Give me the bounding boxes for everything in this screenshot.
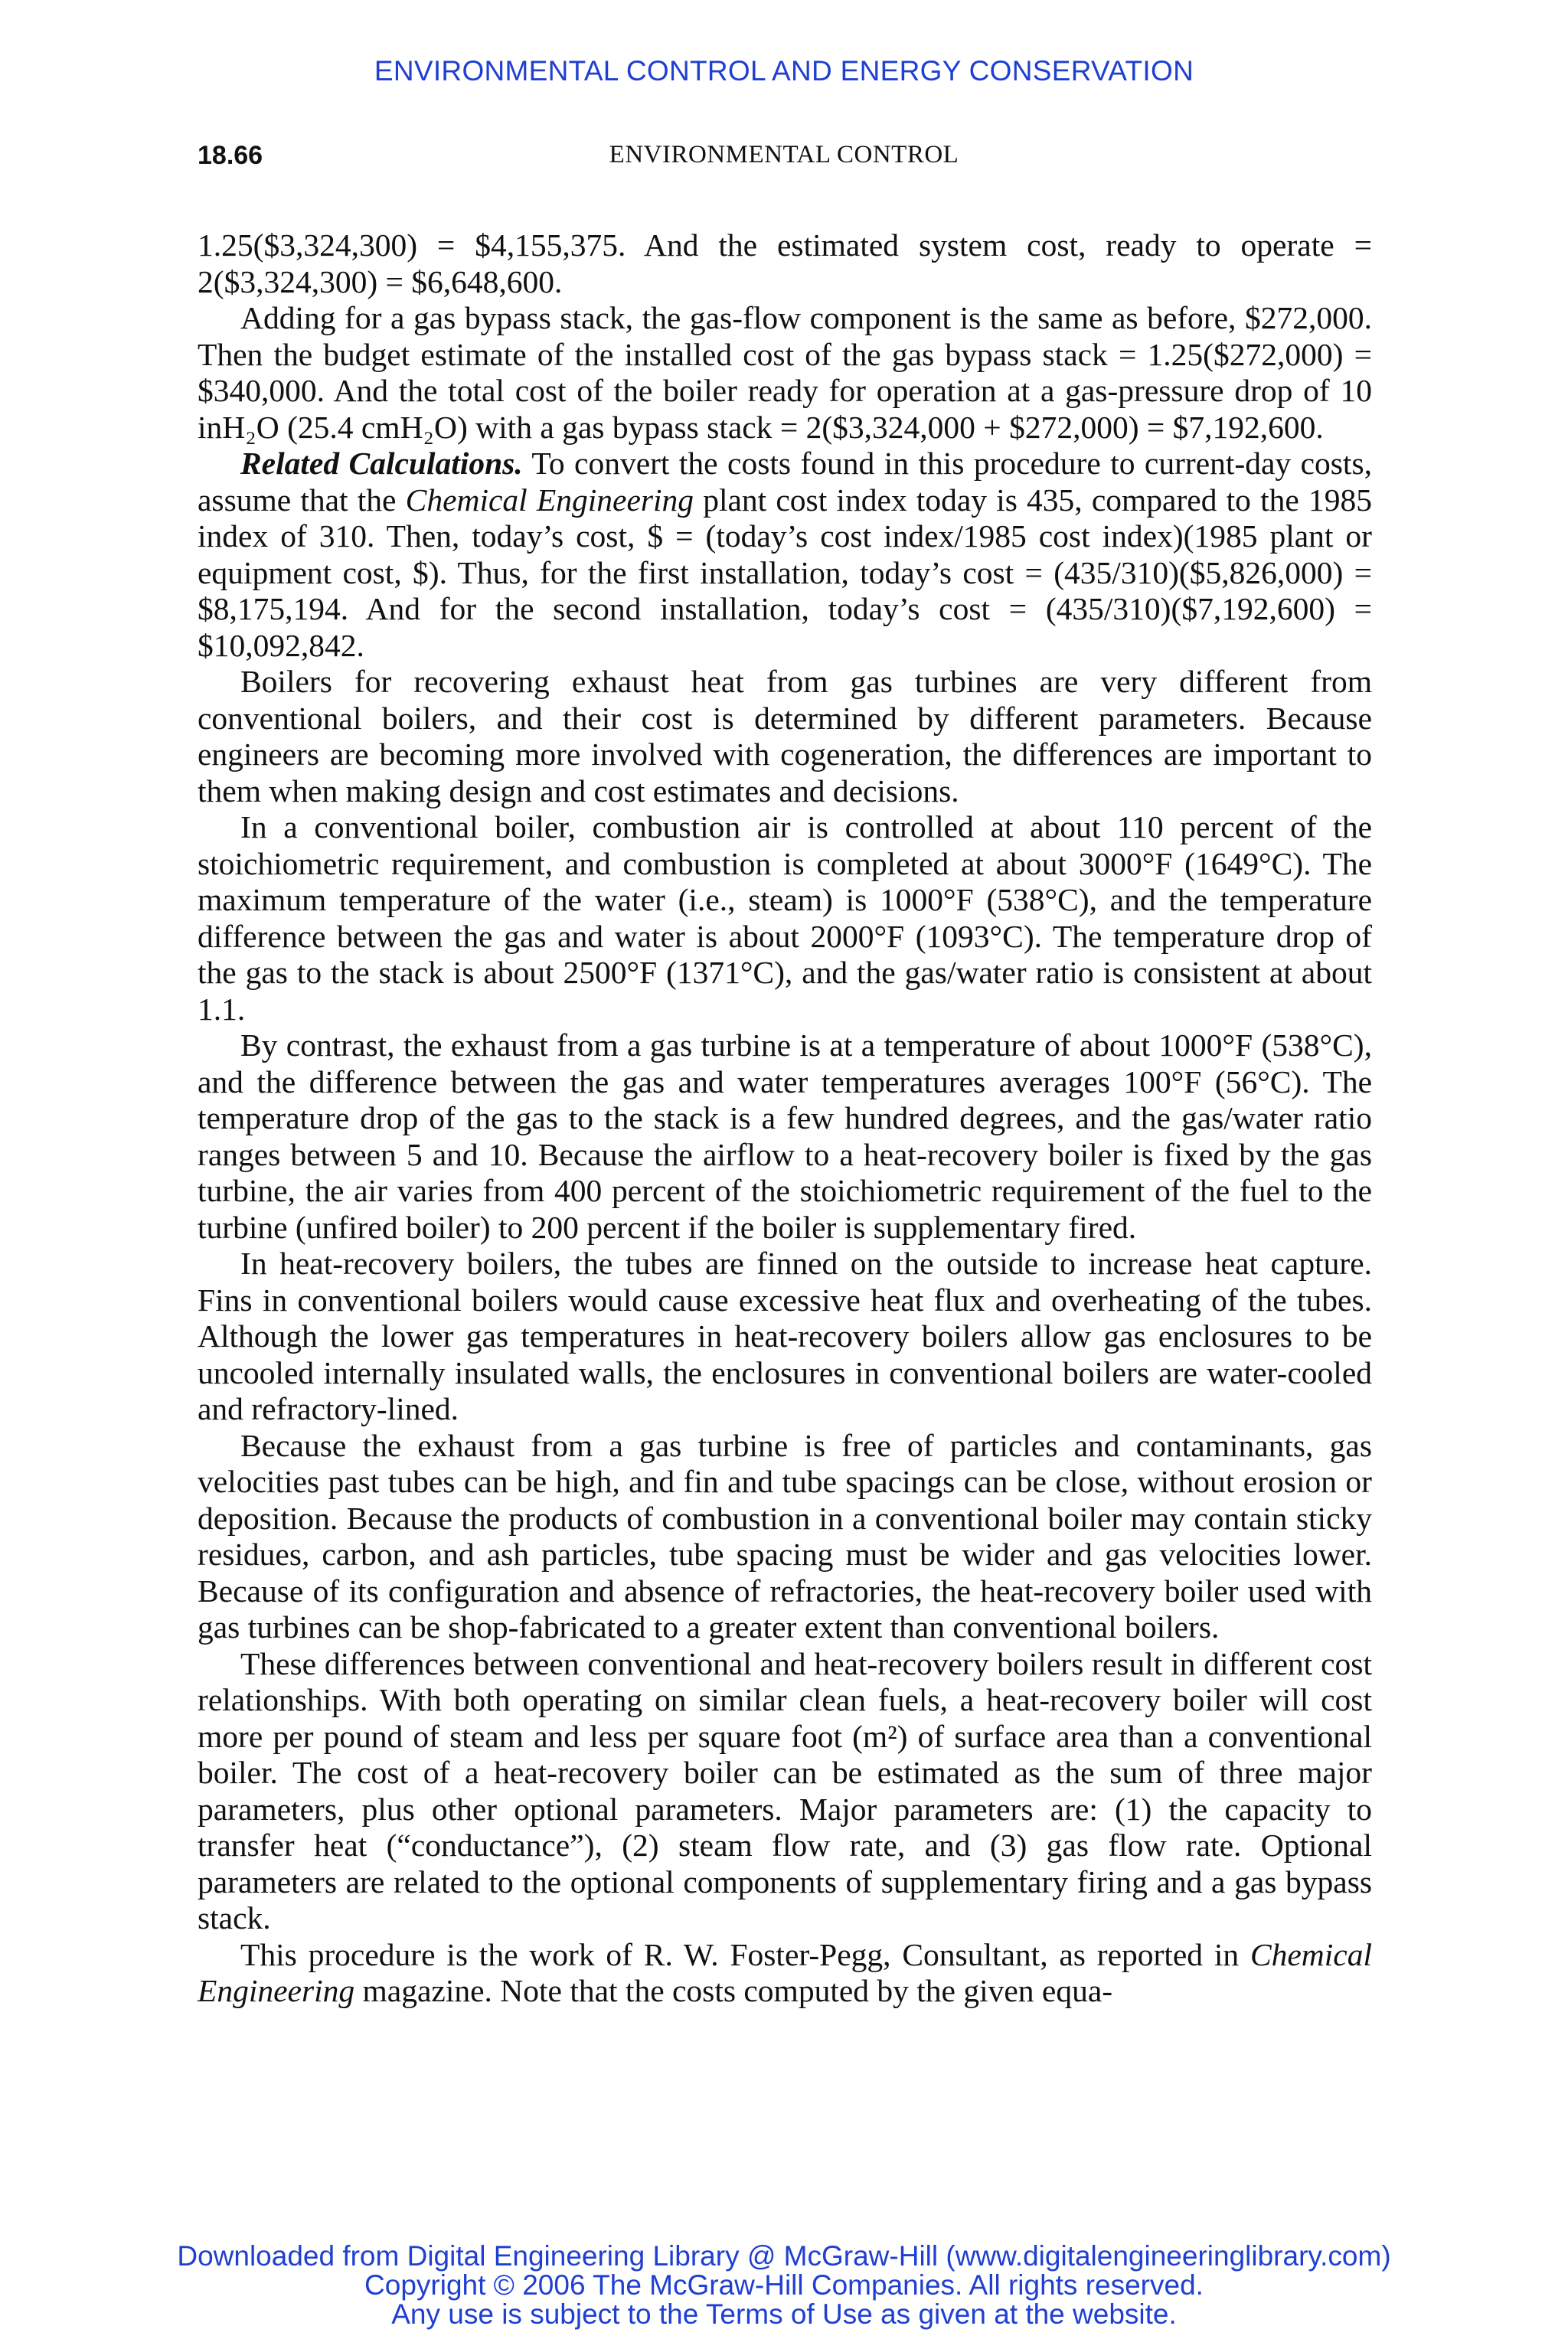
paragraph: 1.25($3,324,300) = $4,155,375. And the estimated system cost, ready to operate = 2($3,324,300) = $6,648,600.	[198, 227, 1372, 299]
paragraph: In a conventional boiler, combustion air is controlled at about 110 percent of the stoichiometric requirement, and combustion is completed at about 3000°F (1649°C). The maximum temperature of the water (i.e., steam) is 1000°F (538°C), and the temperature difference between the gas and water is about 2000°F (1093°C). The temperature drop of the gas to the stack is about 2500°F (1371°C), and the gas/water ratio is consistent at about 1.1.	[198, 809, 1372, 1027]
paragraph: By contrast, the exhaust from a gas turbine is at a temperature of about 1000°F (538°C), and the difference between the gas and water temperatures averages 100°F (56°C). The temperature drop of the gas to the stack is a few hundred degrees, and the gas/water ratio ranges between 5 and 10. Because the airflow to a heat-recovery boiler is fixed by the gas turbine, the air varies from 400 percent of the stoichiometric requirement of the fuel to the turbine (unfired boiler) to 200 percent if the boiler is supplementary fired.	[198, 1027, 1372, 1245]
footer	[0, 2242, 1568, 2329]
paragraph: Adding for a gas bypass stack, the gas-flow component is the same as before, $272,000. Then the budget estimate of the installed cost of the gas bypass stack = 1.25($272,000) = $340,000. And the total cost of the boiler ready for operation at a gas-pressure drop of 10 inH₂O (25.4 cmH₂O) with a gas bypass stack = 2($3,324,000 + $272,000) = $7,192,600.	[198, 300, 1372, 445]
section-title: ENVIRONMENTAL CONTROL	[609, 141, 959, 168]
paragraph: Because the exhaust from a gas turbine is free of particles and contaminants, gas velocities past tubes can be high, and fin and tube spacings can be close, without erosion or deposition. Because the products of combustion in a conventional boiler may contain sticky residues, carbon, and ash particles, tube spacing must be wider and gas velocities lower. Because of its configuration and absence of refractories, the heat-recovery boiler used with gas turbines can be shop-fabricated to a greater extent than conventional boilers.	[198, 1427, 1372, 1645]
footer-download-line[interactable]: Downloaded from Digital Engineering Library @ McGraw-Hill (www.digitalengineeringlibrary.com)	[177, 2240, 1391, 2272]
top-banner: ENVIRONMENTAL CONTROL AND ENERGY CONSERVATION	[374, 55, 1194, 87]
paragraph: These differences between conventional and heat-recovery boilers result in different cost relationships. With both operating on similar clean fuels, a heat-recovery boiler will cost more per pound of steam and less per square foot (m²) of surface area than a conventional boiler. The cost of a heat-recovery boiler can be estimated as the sum of three major parameters, plus other optional parameters. Major parameters are: (1) the capacity to transfer heat (“conductance”), (2) steam flow rate, and (3) gas flow rate. Optional parameters are related to the optional components of supplementary firing and a gas bypass stack.	[198, 1645, 1372, 1936]
paragraph-text: plant cost index today is 435, compared to the 1985 index of 310. Then, today’s cost, $ = (today’s cost index/1985 cost index)(1985 plant or equipment cost, $). Thus, for the first installation, today’s cost = (435/310)($5,826,000) = $8,175,194. And for the second installation, today’s cost = (435/310)($7,192,600) = $10,092,842.	[198, 482, 1373, 663]
paragraph: Boilers for recovering exhaust heat from gas turbines are very different from conventional boilers, and their cost is determined by different parameters. Because engineers are becoming more involved with cogeneration, the differences are important to them when making design and cost estimates and decisions.	[198, 664, 1372, 808]
footer-copyright-line: Copyright © 2006 The McGraw-Hill Companies. All rights reserved.	[364, 2269, 1204, 2301]
run-in-heading: Related Calculations.	[240, 446, 523, 481]
paragraph-related-calculations	[198, 446, 1372, 664]
paragraph	[198, 1937, 1372, 2010]
paragraph-text: To convert the costs found in this procedure to current-day costs, assume that the	[198, 446, 1372, 518]
paragraph: In heat-recovery boilers, the tubes are finned on the outside to increase heat capture. Fins in conventional boilers would cause excessive heat flux and overheating of the tubes. Although the lower gas temperatures in heat-recovery boilers allow gas enclosures to be uncooled internally insulated walls, the enclosures in conventional boilers are water-cooled and refractory-lined.	[198, 1246, 1372, 1426]
running-head	[198, 141, 1372, 179]
paragraph-text: This procedure is the work of R. W. Foster-Pegg, Consultant, as reported in	[240, 1936, 1250, 1972]
footer-terms-line[interactable]: Any use is subject to the Terms of Use as given at the website.	[391, 2298, 1177, 2330]
journal-name: Chemical Engineering	[198, 1936, 1372, 2008]
paragraph-text: magazine. Note that the costs computed by the given equa-	[354, 1973, 1113, 2008]
body-text	[198, 227, 1372, 2010]
journal-name: Chemical Engineering	[405, 482, 694, 518]
page-number: 18.66	[198, 141, 263, 170]
